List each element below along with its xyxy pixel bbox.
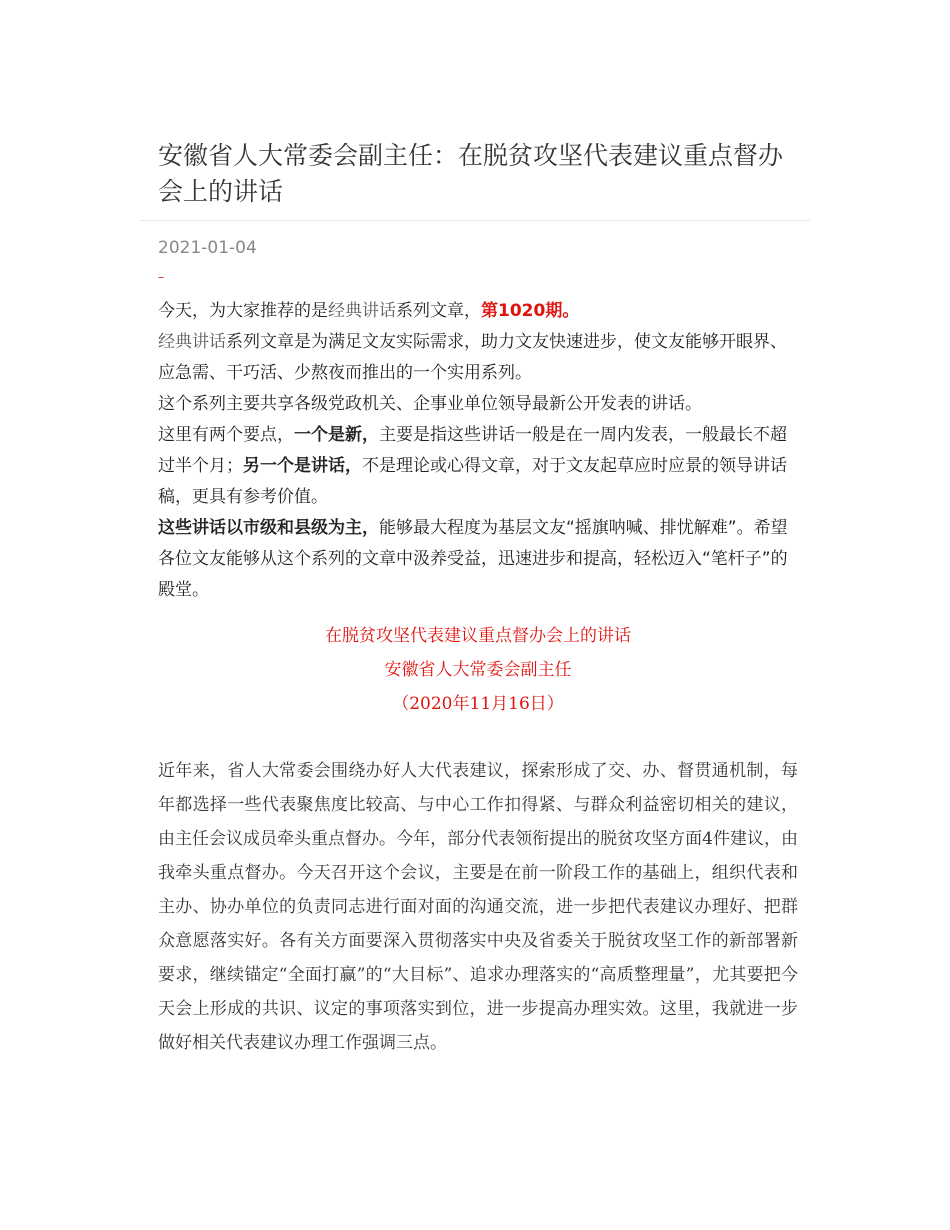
title-divider: [140, 220, 810, 221]
speech-body-paragraph: 近年来，省人大常委会围绕办好人大代表建议，探索形成了交、办、督贯通机制，每年都选择一些代表聚焦度比较高、与中心工作扣得紧、与群众利益密切相关的建议，由主任会议成员牵头重点督办。今年，部分代表领衔提出的脱贫攻坚方面4件建议，由我牵头重点督办。今天召开这个会议，主要是在前一阶段工作的基础上，组织代表和主办、协办单位的负责同志进行面对面的沟通交流，进一步把代表建议办理好、把群众意愿落实好。各有关方面要深入贯彻落实中央及省委关于脱贫攻坚工作的新部署新要求，继续锚定“全面打赢”的“大目标”、追求办理落实的“高质整理量”，尤其要把今天会上形成的共识、议定的事项落实到位，进一步提高办理实效。这里，我就进一步做好相关代表建议办理工作强调三点。: [158, 761, 798, 1053]
intro-paragraph-1: 今天，为大家推荐的是经典讲话系列文章，第1020期。: [158, 301, 580, 321]
intro-section: [158, 296, 798, 606]
intro-paragraph-2: 经典讲话系列文章是为满足文友实际需求，助力文友快速进步，使文友能够开眼界、应急需、干巧活、少熬夜而推出的一个实用系列。: [158, 332, 787, 383]
speech-speaker: 安徽省人大常委会副主任: [384, 660, 572, 680]
accent-dash: –: [158, 270, 164, 284]
series-name: 经典讲话: [158, 332, 226, 352]
intro-paragraph-5: 这些讲话以市级和县级为主，能够最大程度为基层文友“摇旗呐喊、排忧解难”。希望各位文友能够从这个系列的文章中汲养受益，迅速进步和提高，轻松迈入“笔杆子”的殿堂。: [158, 518, 788, 600]
intro-paragraph-3: 这个系列主要共享各级党政机关、企事业单位领导最新公开发表的讲话。: [158, 394, 702, 414]
speech-date: （2020年11月16日）: [392, 694, 564, 714]
publish-date: 2021-01-04: [158, 238, 257, 258]
speech-heading: 在脱贫攻坚代表建议重点督办会上的讲话: [325, 626, 631, 646]
series-name: 经典讲话: [328, 301, 396, 321]
article-title: 安徽省人大常委会副主任：在脱贫攻坚代表建议重点督办会上的讲话: [158, 141, 784, 206]
issue-number: 第1020期。: [481, 301, 580, 321]
intro-paragraph-4: 这里有两个要点，一个是新，主要是指这些讲话一般是在一周内发表，一般最长不超过半个月；另一个是讲话，不是理论或心得文章，对于文友起草应时应景的领导讲话稿，更具有参考价值。: [158, 425, 787, 507]
